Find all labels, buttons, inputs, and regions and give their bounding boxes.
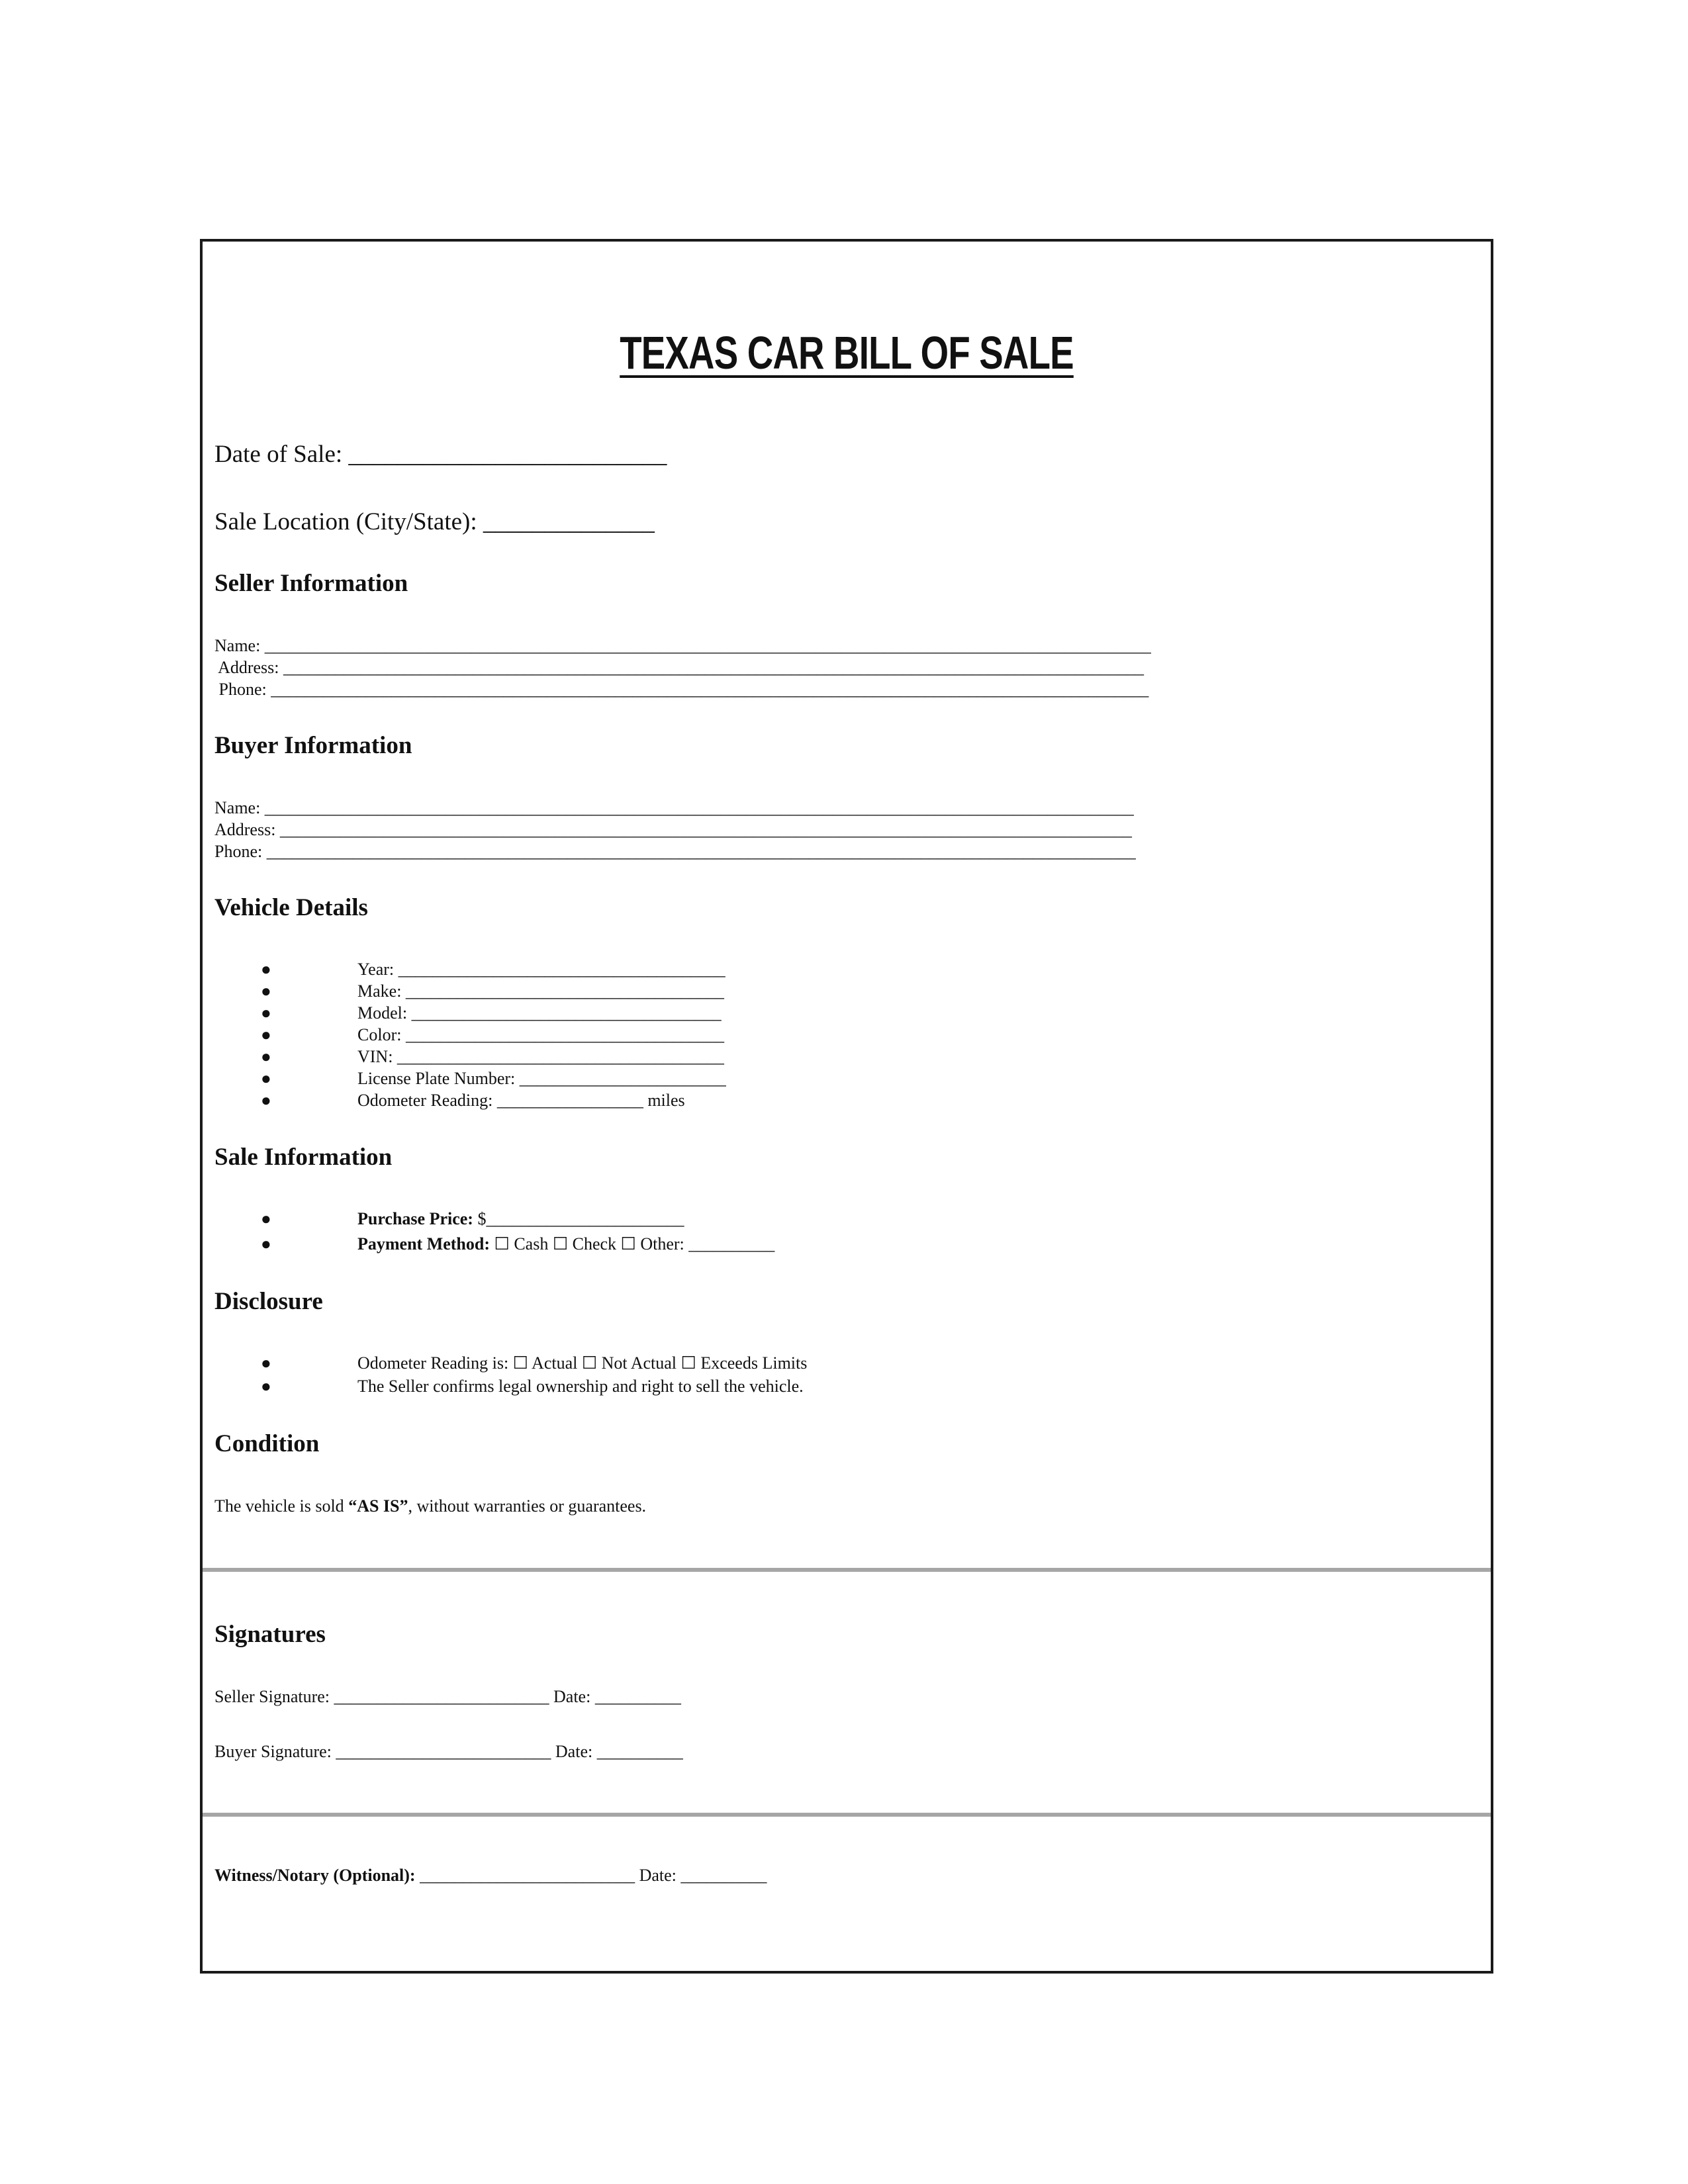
purchase-price-field[interactable]: ● Purchase Price: $_______________________ [261,1209,684,1228]
vehicle-color-field[interactable]: ● Color: _____________________________________ [261,1025,724,1044]
license-plate-field[interactable]: ● License Plate Number: ________________________ [261,1069,726,1088]
section-divider [203,1568,1491,1572]
sale-info-heading: Sale Information [214,1144,393,1171]
buyer-signature-field[interactable]: Buyer Signature: _________________________ Date: __________ [214,1742,683,1761]
section-divider [203,1813,1491,1817]
seller-address-field[interactable]: Address: ____________________________________________________________________________________________________ [214,658,1144,677]
bullet: ● [261,1377,271,1396]
vehicle-vin-field[interactable]: ● VIN: ______________________________________ [261,1047,724,1066]
buyer-name-field[interactable]: Name: _____________________________________________________________________________________________________ [214,798,1134,817]
bullet: ● [261,1091,271,1110]
disclosure-heading: Disclosure [214,1288,323,1315]
payment-method-label: Payment Method: [357,1234,491,1253]
ownership-disclosure-item: ● The Seller confirms legal ownership and right to sell the vehicle. [261,1377,804,1396]
date-of-sale-field[interactable]: Date of Sale: __________________________ [214,441,667,468]
bullet: ● [261,1003,271,1023]
buyer-phone-field[interactable]: Phone: _____________________________________________________________________________________________________ [214,842,1136,861]
seller-heading: Seller Information [214,570,408,597]
payment-method-field[interactable]: ● Payment Method: ☐ Cash ☐ Check ☐ Other: __________ [261,1234,775,1253]
vehicle-make-field[interactable]: ● Make: _____________________________________ [261,981,724,1001]
bullet: ● [261,1047,271,1066]
condition-heading: Condition [214,1430,320,1457]
odometer-reading-field[interactable]: ● Odometer Reading: _________________ miles [261,1091,685,1110]
seller-name-field[interactable]: Name: _______________________________________________________________________________________________________ [214,636,1151,655]
buyer-heading: Buyer Information [214,732,412,759]
bullet: ● [261,960,271,979]
bullet: ● [261,1353,271,1373]
condition-text: The vehicle is sold “AS IS”, without warranties or guarantees. [214,1496,647,1516]
purchase-price-label: Purchase Price: [357,1209,473,1228]
bullet: ● [261,981,271,1001]
vehicle-heading: Vehicle Details [214,894,368,921]
bullet: ● [261,1069,271,1088]
sale-location-field[interactable]: Sale Location (City/State): ______________ [214,508,655,535]
witness-label: Witness/Notary (Optional): [214,1866,416,1885]
bullet: ● [261,1025,271,1044]
seller-phone-field[interactable]: Phone: ______________________________________________________________________________________________________ [214,680,1149,699]
bill-of-sale-form [200,239,1493,1974]
bullet: ● [261,1234,271,1253]
witness-notary-field[interactable]: Witness/Notary (Optional): _________________________ Date: __________ [214,1866,767,1885]
signatures-heading: Signatures [214,1621,326,1648]
buyer-address-field[interactable]: Address: ___________________________________________________________________________________________________ [214,820,1132,839]
odometer-disclosure-item[interactable]: ● Odometer Reading is: ☐ Actual ☐ Not Actual ☐ Exceeds Limits [261,1353,808,1373]
vehicle-year-field[interactable]: ● Year: ______________________________________ [261,960,726,979]
seller-signature-field[interactable]: Seller Signature: _________________________ Date: __________ [214,1687,681,1706]
bullet: ● [261,1209,271,1228]
vehicle-model-field[interactable]: ● Model: ____________________________________ [261,1003,722,1023]
form-title: TEXAS CAR BILL OF SALE [620,327,1074,379]
